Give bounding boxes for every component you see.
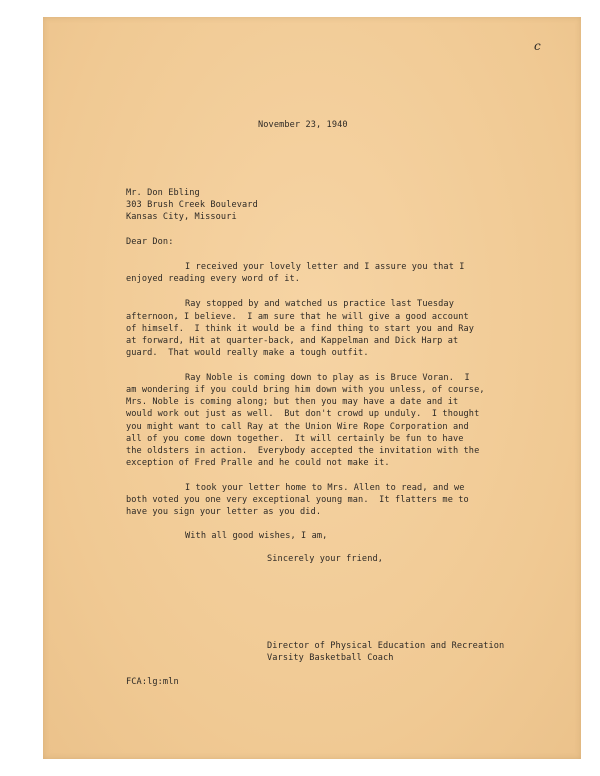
paragraph-3-line: Mrs. Noble is coming along; but then you may have a date and it [126, 397, 459, 407]
paragraph-2-line: of himself. I think it would be a find thing to start you and Ray [126, 324, 475, 334]
paragraph-3-line: the oldsters in action. Everybody accepted the invitation with the [126, 446, 480, 456]
address-line-city: Kansas City, Missouri [126, 212, 237, 222]
reference-initials: FCA:lg:mln [126, 677, 179, 687]
signature-title-line: Varsity Basketball Coach [267, 653, 394, 663]
paragraph-2-line: Ray stopped by and watched us practice last Tuesday [185, 299, 454, 309]
address-line-name: Mr. Don Ebling [126, 188, 200, 198]
salutation: Dear Don: [126, 237, 174, 247]
letter-paper [43, 17, 581, 759]
paragraph-4-line: have you sign your letter as you did. [126, 507, 322, 517]
paragraph-3-line: Ray Noble is coming down to play as is Bruce Voran. I [185, 373, 470, 383]
signature-title-line: Director of Physical Education and Recreation [267, 641, 505, 651]
paragraph-3-line: all of you come down together. It will certainly be fun to have [126, 434, 464, 444]
paragraph-4-line: both voted you one very exceptional young man. It flatters me to [126, 495, 469, 505]
complimentary-close: Sincerely your friend, [267, 554, 384, 564]
paragraph-3-line: am wondering if you could bring him down with you unless, of course, [126, 385, 485, 395]
paragraph-2-line: at forward, Hit at quarter-back, and Kappelman and Dick Harp at [126, 336, 459, 346]
paragraph-1-line: I received your lovely letter and I assure you that I [185, 262, 465, 272]
paragraph-4-line: I took your letter home to Mrs. Allen to read, and we [185, 483, 465, 493]
letter-date: November 23, 1940 [258, 120, 348, 130]
paragraph-3-line: you might want to call Ray at the Union Wire Rope Corporation and [126, 422, 469, 432]
paragraph-3-line: would work out just as well. But don't crowd up unduly. I thought [126, 409, 480, 419]
paragraph-1-line: enjoyed reading every word of it. [126, 274, 301, 284]
closing-line: With all good wishes, I am, [185, 531, 328, 541]
paragraph-2-line: afternoon, I believe. I am sure that he will give a good account [126, 312, 469, 322]
paragraph-3-line: exception of Fred Pralle and he could not make it. [126, 458, 390, 468]
paragraph-2-line: guard. That would really make a tough outfit. [126, 348, 369, 358]
corner-mark: c [534, 39, 541, 53]
address-line-street: 303 Brush Creek Boulevard [126, 200, 258, 210]
